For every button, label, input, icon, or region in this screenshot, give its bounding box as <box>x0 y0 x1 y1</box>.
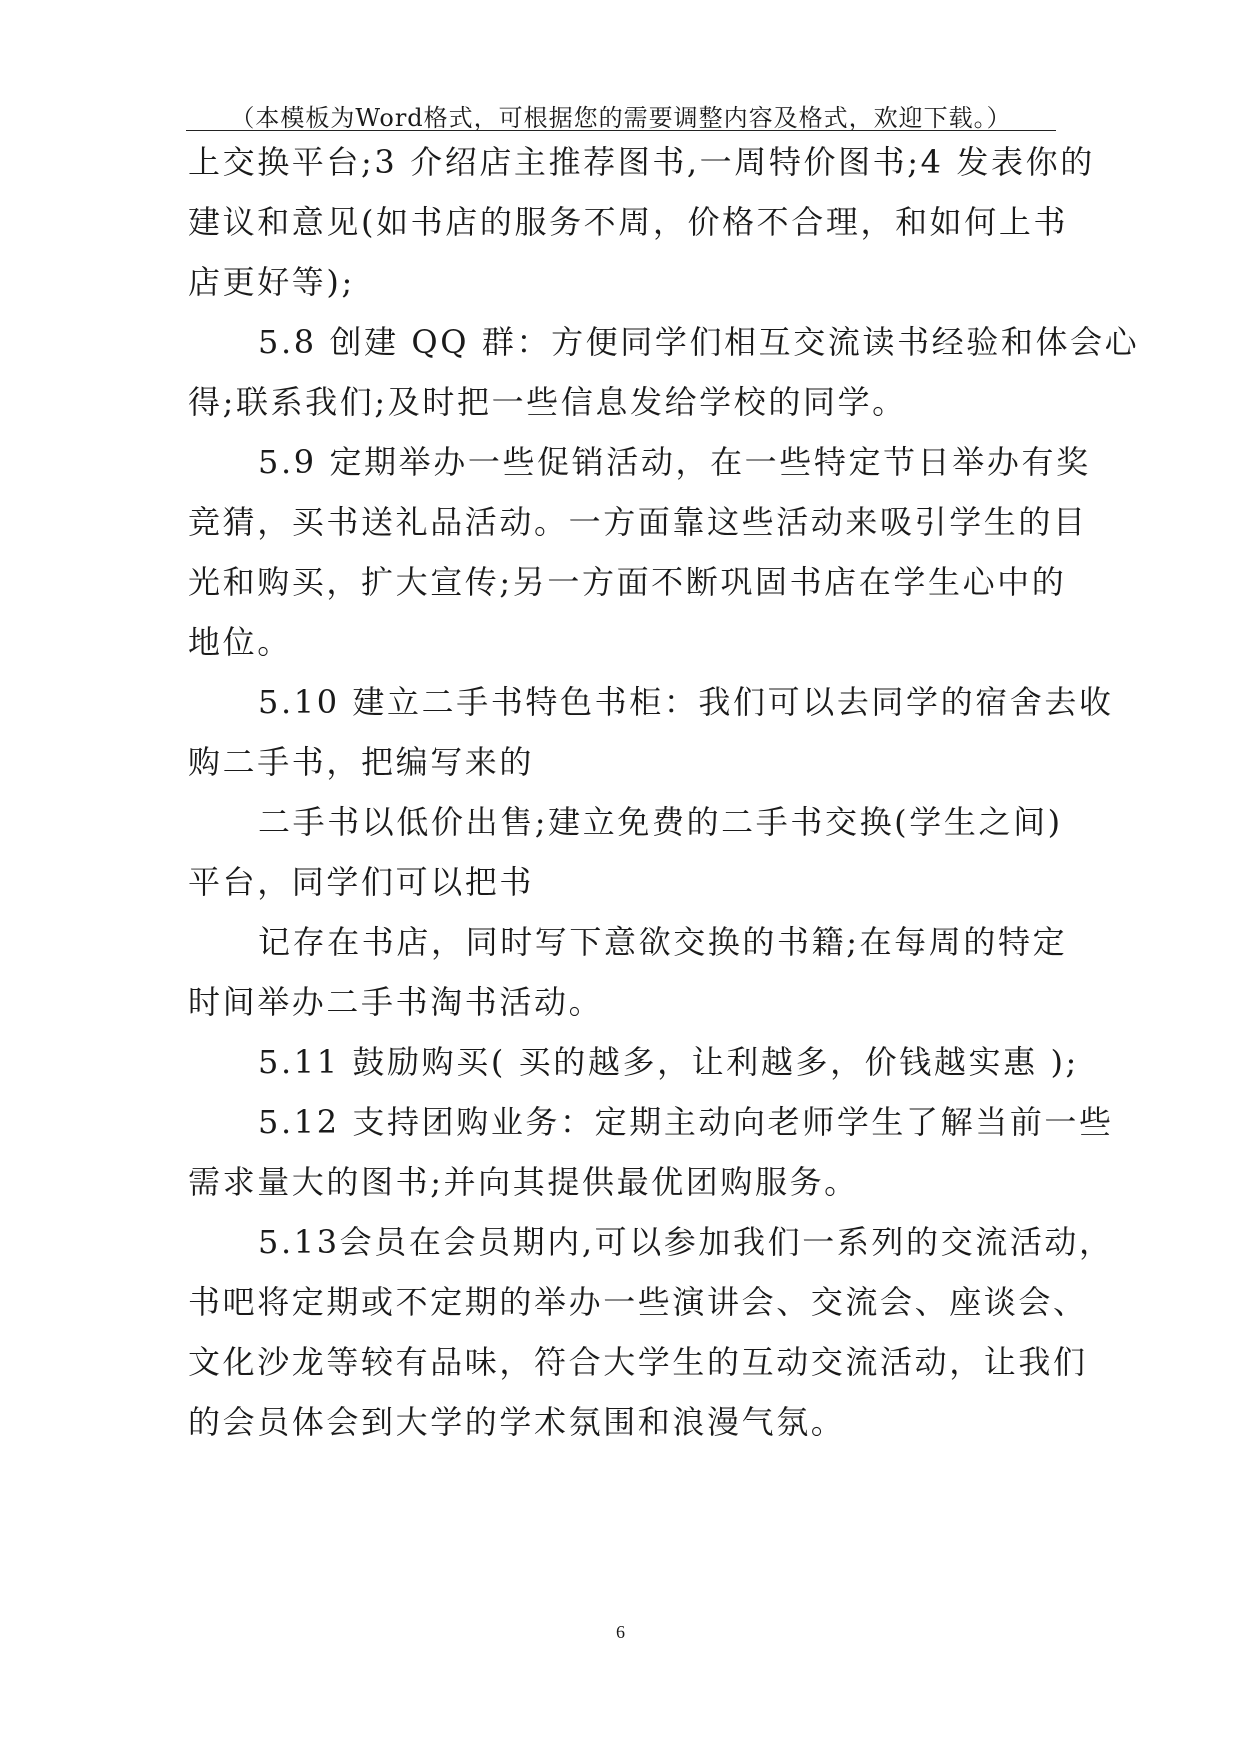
body-line: 得;联系我们;及时把一些信息发给学校的同学。 <box>188 383 907 421</box>
body-line: 5.8 创建 QQ 群：方便同学们相互交流读书经验和体会心 <box>258 323 1140 361</box>
body-line: 书吧将定期或不定期的举办一些演讲会、交流会、座谈会、 <box>188 1283 1088 1321</box>
body-line: 上交换平台;3 介绍店主推荐图书,一周特价图书;4 发表你的 <box>188 143 1095 181</box>
header-divider <box>186 130 1056 131</box>
body-line: 建议和意见(如书店的服务不周，价格不合理，和如何上书 <box>188 203 1069 241</box>
body-line: 5.9 定期举办一些促销活动，在一些特定节日举办有奖 <box>258 443 1091 481</box>
body-line: 平台，同学们可以把书 <box>188 863 535 901</box>
page-number: 6 <box>616 1622 625 1642</box>
body-line: 地位。 <box>188 623 292 661</box>
body-line: 5.11 鼓励购买( 买的越多，让利越多，价钱越实惠 ); <box>258 1043 1079 1081</box>
body-line: 需求量大的图书;并向其提供最优团购服务。 <box>188 1163 859 1201</box>
body-line: 5.12 支持团购业务：定期主动向老师学生了解当前一些 <box>258 1103 1114 1141</box>
body-line: 时间举办二手书淘书活动。 <box>188 983 604 1021</box>
template-notice-header: （本模板为Word格式，可根据您的需要调整内容及格式，欢迎下载。） <box>230 104 1012 132</box>
body-line: 店更好等); <box>188 263 355 301</box>
body-line: 5.10 建立二手书特色书柜：我们可以去同学的宿舍去收 <box>258 683 1114 721</box>
body-line: 的会员体会到大学的学术氛围和浪漫气氛。 <box>188 1403 846 1441</box>
body-line: 竞猜，买书送礼品活动。一方面靠这些活动来吸引学生的目 <box>188 503 1088 541</box>
body-line: 记存在书店，同时写下意欲交换的书籍;在每周的特定 <box>258 923 1068 961</box>
body-line: 购二手书，把编写来的 <box>188 743 535 781</box>
body-line: 5.13会员在会员期内,可以参加我们一系列的交流活动， <box>258 1223 1114 1261</box>
body-line: 二手书以低价出售;建立免费的二手书交换(学生之间) <box>258 803 1063 841</box>
body-line: 光和购买，扩大宣传;另一方面不断巩固书店在学生心中的 <box>188 563 1067 601</box>
body-line: 文化沙龙等较有品味，符合大学生的互动交流活动，让我们 <box>188 1343 1088 1381</box>
